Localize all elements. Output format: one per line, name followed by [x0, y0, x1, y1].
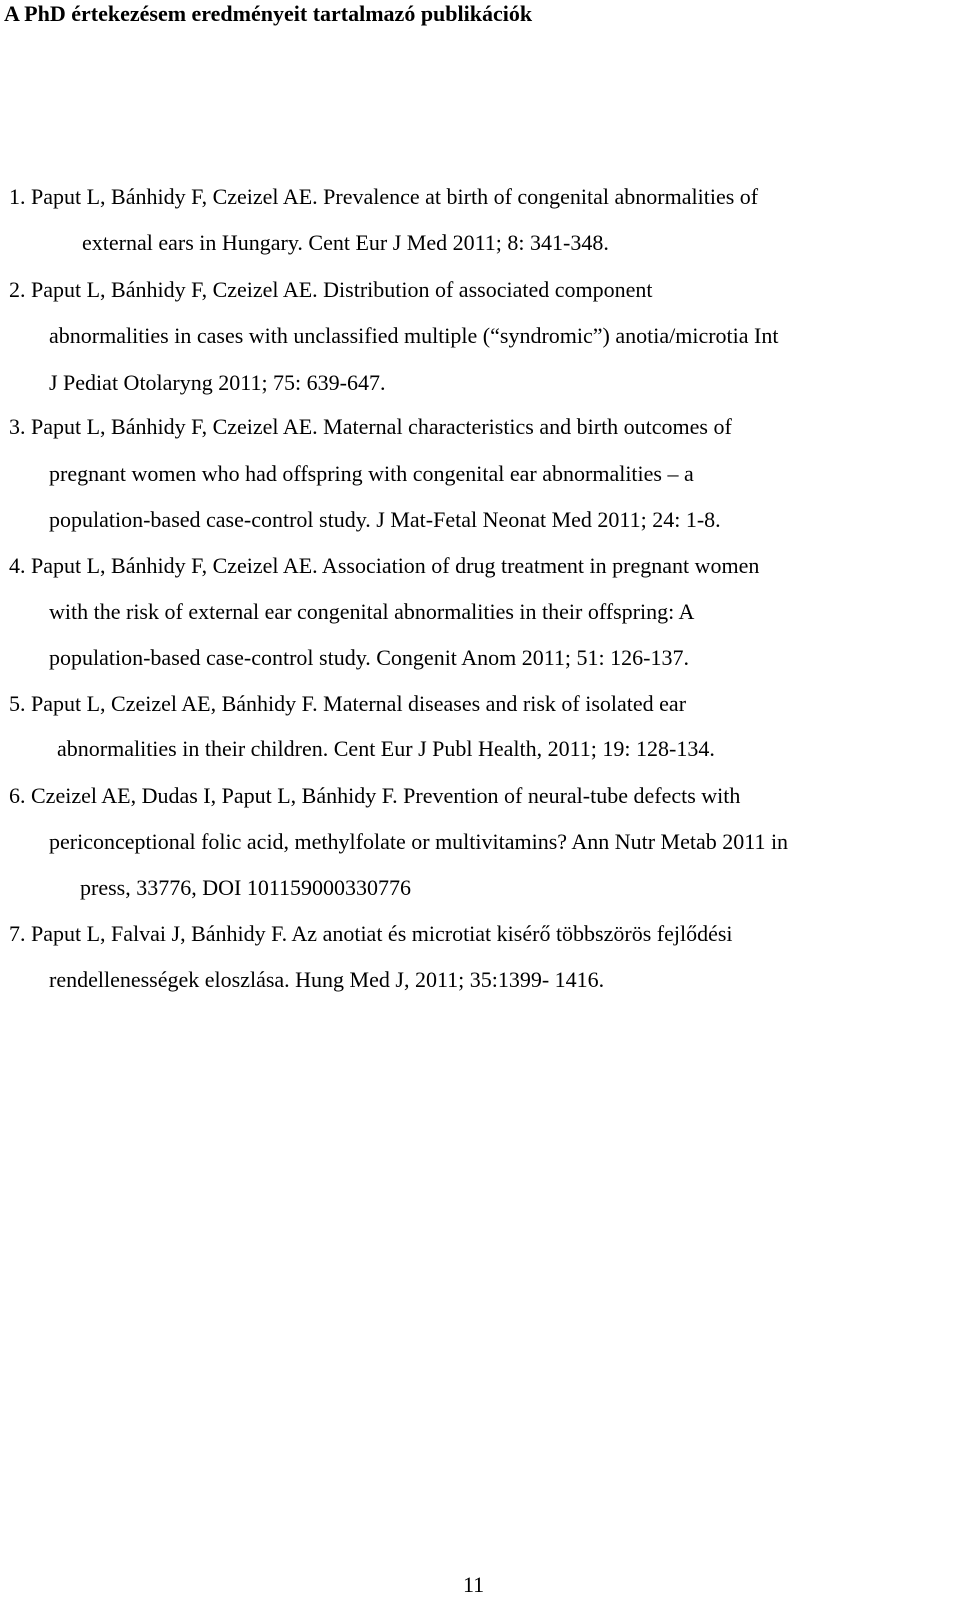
page-number: 11: [463, 1572, 485, 1597]
page-title: A PhD értekezésem eredményeit tartalmazó publikációk: [4, 1, 533, 26]
publication-5-line-2: abnormalities in their children. Cent Eur J Publ Health, 2011; 19: 128-134.: [57, 736, 715, 761]
publication-3-line-2: pregnant women who had offspring with congenital ear abnormalities – a: [49, 461, 694, 486]
publication-5-line-1: 5. Paput L, Czeizel AE, Bánhidy F. Maternal diseases and risk of isolated ear: [9, 691, 687, 716]
publication-6-line-3: press, 33776, DOI 101159000330776: [80, 875, 411, 900]
publication-2-line-1: 2. Paput L, Bánhidy F, Czeizel AE. Distribution of associated component: [9, 277, 653, 302]
publication-6-line-2: periconceptional folic acid, methylfolate or multivitamins? Ann Nutr Metab 2011 in: [49, 829, 789, 854]
publication-7-line-1: 7. Paput L, Falvai J, Bánhidy F. Az anotiat és microtiat kisérő többszörös fejlődési: [9, 921, 733, 946]
publication-7-line-2: rendellenességek eloszlása. Hung Med J, 2011; 35:1399- 1416.: [49, 967, 605, 992]
publication-3-line-1: 3. Paput L, Bánhidy F, Czeizel AE. Maternal characteristics and birth outcomes of: [9, 414, 732, 439]
publication-6-line-1: 6. Czeizel AE, Dudas I, Paput L, Bánhidy F. Prevention of neural-tube defects with: [9, 783, 741, 808]
publication-4-line-1: 4. Paput L, Bánhidy F, Czeizel AE. Association of drug treatment in pregnant women: [9, 553, 760, 578]
publication-4-line-2: with the risk of external ear congenital abnormalities in their offspring: A: [49, 599, 695, 624]
publication-2-line-3: J Pediat Otolaryng 2011; 75: 639-647.: [49, 370, 386, 395]
publication-1-line-2: external ears in Hungary. Cent Eur J Med 2011; 8: 341-348.: [82, 230, 609, 255]
publication-1-line-1: 1. Paput L, Bánhidy F, Czeizel AE. Prevalence at birth of congenital abnormalities of: [9, 184, 759, 209]
publication-2-line-2: abnormalities in cases with unclassified multiple (“syndromic”) anotia/microtia Int: [49, 323, 779, 348]
publication-3-line-3: population-based case-control study. J Mat-Fetal Neonat Med 2011; 24: 1-8.: [49, 507, 721, 532]
publication-4-line-3: population-based case-control study. Congenit Anom 2011; 51: 126-137.: [49, 645, 689, 670]
